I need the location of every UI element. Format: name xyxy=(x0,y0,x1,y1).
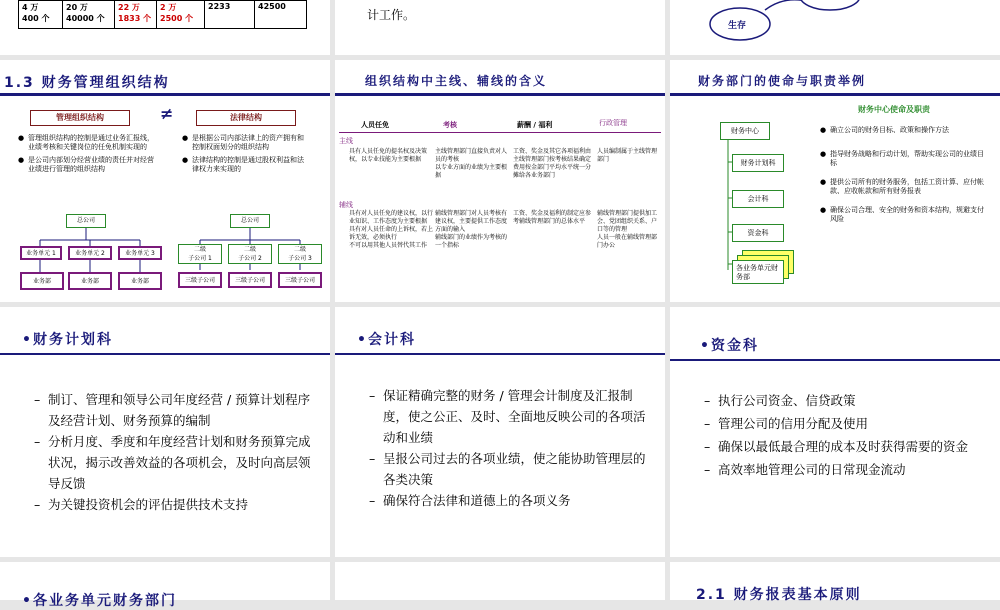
org-sub: 二级 子公司 1 xyxy=(178,244,222,264)
org-third: 三级子公司 xyxy=(178,272,222,288)
slide-2 xyxy=(335,0,665,55)
org-sub: 二级 子公司 2 xyxy=(228,244,272,264)
cell: 具有人员任免的提名权及决策权，以专业技能为主要根据 xyxy=(349,148,428,163)
list-item: – 确保以最低最合理的成本及时获得需要的资金 xyxy=(704,435,982,458)
org-unit: 业务单元 1 xyxy=(20,246,62,260)
slide-7 xyxy=(0,307,330,557)
slide-title: 组织结构中主线、辅线的含义 xyxy=(365,74,548,88)
bullet-item: ● 是公司内部划分经营业绩的责任并对经营业绩进行管理的组织结构 xyxy=(18,156,154,173)
col-header: 薪酬 / 福利 xyxy=(517,121,553,129)
cell: 具有对人员任免的建议权，以行业知识、工作态度为主要根据 具有对人员任命的上诉权，若上诉无效，必须执行 不可以用其他人员替代其工作 xyxy=(349,210,434,249)
cycle-label: 生存 xyxy=(728,21,747,31)
cell: 工资、奖金及其它各项福利由主线管理部门按考核结果确定 费用按金部门平均水平统一分摊给各业务部门 xyxy=(513,148,592,179)
tree-child: 会计科 xyxy=(732,190,784,208)
title-rule xyxy=(335,93,665,96)
title-rule xyxy=(335,353,665,355)
slide-title: 财务部门的使命与职责举例 xyxy=(698,74,867,88)
tree-child: 各业务单元财务部 xyxy=(732,260,784,284)
table-cell: 2 万 2500 个 xyxy=(157,1,205,29)
cell: 主线管理部门直接负责对人员的考核 以专业方面的业绩为主要根据 xyxy=(435,148,508,179)
slide-4 xyxy=(0,60,330,302)
tree-root: 财务中心 xyxy=(720,122,770,140)
slide-5 xyxy=(335,60,665,302)
tree-child: 财务计划科 xyxy=(732,154,784,172)
cell: 人员编制属于主线管理部门 xyxy=(597,148,658,163)
slide-6 xyxy=(670,60,1000,302)
duty-item: ● 确保公司合理、安全的财务和资本结构，规避支付风险 xyxy=(820,206,984,223)
bullet-item: ● 法律结构的控制是通过股权利益和法律权力来实现的 xyxy=(182,156,304,173)
col-header: 人员任免 xyxy=(361,121,389,129)
right-heading-box: 法律结构 xyxy=(196,110,296,126)
slide-9 xyxy=(670,307,1000,557)
list-item: – 执行公司资金、信贷政策 xyxy=(704,389,982,412)
cell: 工资、奖金及福利的制定应参考辅线管理部门的总体水平 xyxy=(513,210,592,225)
duty-list xyxy=(820,126,990,224)
data-table xyxy=(18,0,307,29)
slide-title: •会计科 xyxy=(357,332,416,348)
slide-1 xyxy=(0,0,330,55)
cycle-diagram xyxy=(670,0,1000,55)
slide-12 xyxy=(670,562,1000,603)
list-item: – 分析月度、季度和年度经营计划和财务预算完成状况，揭示改善效益的各项机会，及时向高层领导反馈 xyxy=(34,431,312,494)
table-cell: 2233 xyxy=(205,1,255,29)
table-cell: 22 万 1833 个 xyxy=(115,1,157,29)
body-text: 计工作。 xyxy=(367,8,416,22)
table-cell: 20 万 40000 个 xyxy=(63,1,115,29)
bullet-item: ● 管理组织结构的控制是通过业务汇报线，业绩考核和关键岗位的任免机制实现的 xyxy=(18,134,154,151)
duty-item: ● 指导财务战略和行动计划，帮助实现公司的业绩目标 xyxy=(820,150,984,167)
slide-11 xyxy=(335,562,665,600)
org-dept: 业务部 xyxy=(20,272,64,290)
slide-title: 2.1 财务报表基本原则 xyxy=(696,587,862,603)
org-connectors xyxy=(0,60,330,302)
duty-item: ● 确立公司的财务目标、政策和操作方法 xyxy=(820,126,949,134)
title-rule xyxy=(670,359,1000,361)
table-cell: 42500 xyxy=(255,1,307,29)
list-item: – 呈报公司过去的各项业绩，使之能协助管理层的各类决策 xyxy=(369,448,647,490)
slide-8 xyxy=(335,307,665,557)
slide-title: •各业务单元财务部门 xyxy=(22,593,177,609)
tree-child: 资金科 xyxy=(732,224,784,242)
org-unit: 业务单元 2 xyxy=(68,246,112,260)
slide-10 xyxy=(0,562,330,609)
org-dept: 业务部 xyxy=(68,272,112,290)
list-item: – 制订、管理和领导公司年度经营 / 预算计划程序及经营计划、财务预算的编制 xyxy=(34,389,312,431)
title-rule xyxy=(0,353,330,355)
org-sub: 二级 子公司 3 xyxy=(278,244,322,264)
item-list xyxy=(704,389,982,481)
list-item: – 保证精确完整的财务 / 管理会计制度及汇报制度，使之公正、及时、全面地反映公司的各项活动和业绩 xyxy=(369,385,647,448)
chart-subtitle: 财务中心使命及职责 xyxy=(858,105,930,114)
item-list xyxy=(369,385,647,511)
slide-title: •财务计划科 xyxy=(22,332,113,348)
bullet-item: ● 是根据公司内部法律上的资产拥有和控制权面划分的组织结构 xyxy=(182,134,304,151)
item-list xyxy=(34,389,312,515)
duty-item: ● 提供公司所有的财务服务，包括工资计算、应付帐款、应收帐款和所有财务报表 xyxy=(820,178,984,195)
org-root-right: 总公司 xyxy=(230,214,270,228)
org-dept: 业务部 xyxy=(118,272,162,290)
list-item: – 为关键投资机会的评估提供技术支持 xyxy=(34,494,312,515)
row-label: 辅线 xyxy=(339,201,353,209)
slide-title: 1.3 财务管理组织结构 xyxy=(4,75,170,91)
list-item: – 高效率地管理公司的日常现金流动 xyxy=(704,458,982,481)
left-heading-box: 管理组织结构 xyxy=(30,110,130,126)
cell: 辅线管理部门提供加工会、党团组织关系、户口等的管理 人员一般在辅线管理部门办公 xyxy=(597,210,658,249)
not-equal-sign: ≠ xyxy=(160,104,174,123)
col-header: 行政管理 xyxy=(599,119,627,127)
list-item: – 管理公司的信用分配及使用 xyxy=(704,412,982,435)
slide-3 xyxy=(670,0,1000,55)
org-unit: 业务单元 3 xyxy=(118,246,162,260)
org-third: 三级子公司 xyxy=(228,272,272,288)
org-third: 三级子公司 xyxy=(278,272,322,288)
row-label: 主线 xyxy=(339,137,353,145)
header-rule xyxy=(339,132,661,133)
cell: 辅线管理部门对人员考核有建议权，主要提供工作态度方面的输入 辅线部门的业绩作为考核的一个指标 xyxy=(435,210,508,249)
table-cell: 4 万 400 个 xyxy=(19,1,63,29)
slide-title: •资金科 xyxy=(700,338,759,354)
list-item: – 确保符合法律和道德上的各项义务 xyxy=(369,490,647,511)
org-root-left: 总公司 xyxy=(66,214,106,228)
col-header: 考核 xyxy=(443,121,457,129)
